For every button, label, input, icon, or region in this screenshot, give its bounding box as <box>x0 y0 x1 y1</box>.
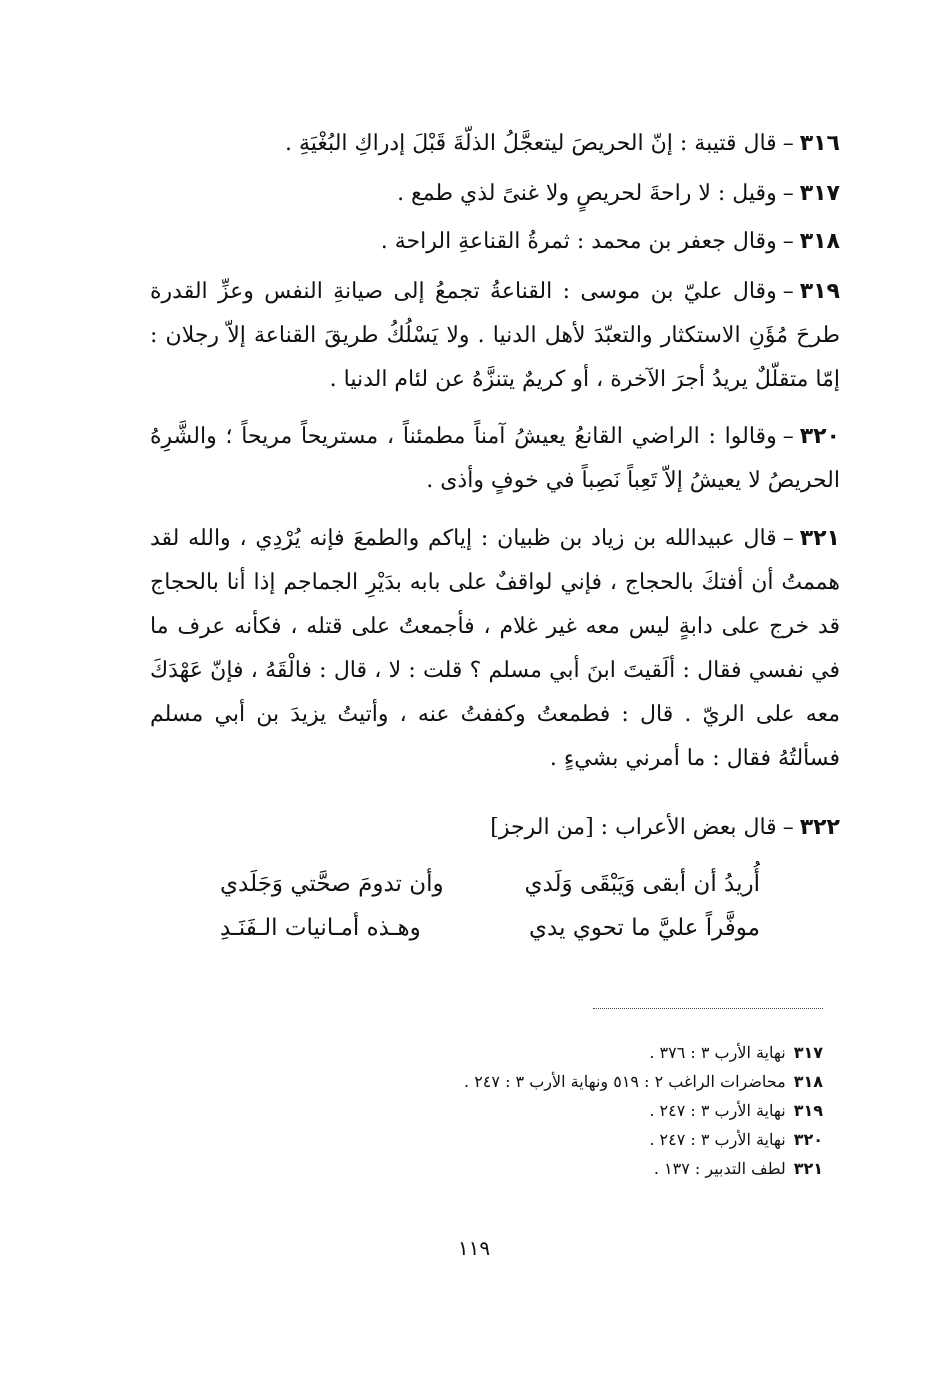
footnote-number: ٣٢١ <box>793 1159 823 1178</box>
footnote-number: ٣٢٠ <box>793 1130 823 1149</box>
entry-number: ٣٢١ <box>799 526 840 551</box>
poem-verse <box>220 906 760 950</box>
footnote-divider <box>593 1008 823 1009</box>
entry-number: ٣٢٢ <box>799 815 840 840</box>
footnote <box>263 1038 823 1067</box>
footnote-text: لطف التدبير : ١٣٧ . <box>653 1159 786 1178</box>
footnote <box>263 1125 823 1154</box>
footnote-text: محاضرات الراغب ٢ : ٥١٩ ونهاية الأرب ٣ : ٢٤٧ . <box>464 1072 786 1091</box>
entry-text: وقال عليّ بن موسى : القناعةُ تجمعُ إلى صيانةِ النفس وعزِّ القدرة طرحَ مُؤَنِ الاستكثار والتعبّدَ لأهل الدنيا . ولا يَسْلُكُ طريقَ القناعة إلاّ رجلان : إمّا متقلّلٌ يريدُ أجرَ الآخرة ، أو كريمٌ يتنزَّهُ عن لئام الدنيا . <box>150 279 840 392</box>
entry-number: ٣١٩ <box>799 279 840 304</box>
entry-text: قال بعض الأعراب : [من الرجز] <box>490 815 777 840</box>
entry-number: ٣١٧ <box>799 181 840 206</box>
footnote <box>263 1096 823 1125</box>
entry-number: ٣٢٠ <box>799 424 840 449</box>
footnote <box>263 1154 823 1183</box>
poem-hemistich: وهـذه أمـانيات الـفَنَـدِ <box>220 915 421 941</box>
footnote <box>263 1067 823 1096</box>
footnote-text: نهاية الأرب ٣ : ٣٧٦ . <box>649 1043 786 1062</box>
entry-text: وقيل : لا راحةَ لحريصٍ ولا غنىً لذي طمع . <box>397 181 777 206</box>
entry-317: ٣١٧–وقيل : لا راحةَ لحريصٍ ولا غنىً لذي طمع . <box>397 181 840 206</box>
footnote-number: ٣١٧ <box>793 1043 823 1062</box>
poem-hemistich: وأن تدومَ صحَّتي وَجَلَدي <box>220 871 444 897</box>
footnote-text: نهاية الأرب ٣ : ٢٤٧ . <box>649 1130 786 1149</box>
footnote-text: نهاية الأرب ٣ : ٢٤٧ . <box>649 1101 786 1120</box>
entry-321: ٣٢١–قال عبيدالله بن زياد بن ظبيان : إياكم والطمعَ فإنه يُرْدِي ، والله لقد هممتُ أن أفتكَ بالحجاج ، فإني لواقفٌ على بابه بدَيْرِ الجماجم إذا أنا بالحجاج قد خرج على دابةٍ ليس معه غير غلام ، فأجمعتُ على قتله ، فكأنه عرف ما في نفسي فقال : ألَقيتَ ابنَ أبي مسلم ؟ قلت : لا ، قال : فالْقَهُ ، فإنّ عَهْدَكَ معه على الريّ . قال : فطمعتُ وكففتُ عنه ، وأتيتُ يزيدَ بن أبي مسلم فسألتُهُ فقال : ما أمرني بشيءٍ . <box>150 526 840 771</box>
entry-text: قال قتيبة : إنّ الحريصَ ليتعجَّلُ الذلّةَ قَبْلَ إدراكِ البُغْيَةِ . <box>285 131 777 156</box>
entry-text: وقال جعفر بن محمد : ثمرةُ القناعةِ الراحة . <box>380 229 777 254</box>
entry-319: ٣١٩–وقال عليّ بن موسى : القناعةُ تجمعُ إلى صيانةِ النفس وعزِّ القدرة طرحَ مُؤَنِ الاستكثار والتعبّدَ لأهل الدنيا . ولا يَسْلُكُ طريقَ القناعة إلاّ رجلان : إمّا متقلّلٌ يريدُ أجرَ الآخرة ، أو كريمٌ يتنزَّهُ عن لئام الدنيا . <box>150 279 840 392</box>
entry-text: وقالوا : الراضي القانعُ يعيشُ آمناً مطمئناً ، مستريحاً مريحاً ؛ والشَّرِهُ الحريصُ لا يعيشُ إلاّ تَعِباً نَصِباً في خوفٍ وأذى . <box>150 424 840 493</box>
entry-316: ٣١٦–قال قتيبة : إنّ الحريصَ ليتعجَّلُ الذلّةَ قَبْلَ إدراكِ البُغْيَةِ . <box>285 131 840 156</box>
entry-number: ٣١٦ <box>799 131 840 156</box>
footnote-number: ٣١٨ <box>793 1072 823 1091</box>
entry-number: ٣١٨ <box>799 229 840 254</box>
entry-text: قال عبيدالله بن زياد بن ظبيان : إياكم والطمعَ فإنه يُرْدِي ، والله لقد هممتُ أن أفتكَ بالحجاج ، فإني لواقفٌ على بابه بدَيْرِ الجماجم إذا أنا بالحجاج قد خرج على دابةٍ ليس معه غير غلام ، فأجمعتُ على قتله ، فكأنه عرف ما في نفسي فقال : ألَقيتَ ابنَ أبي مسلم ؟ قلت : لا ، قال : فالْقَهُ ، فإنّ عَهْدَكَ معه على الريّ . قال : فطمعتُ وكففتُ عنه ، وأتيتُ يزيدَ بن أبي مسلم فسألتُهُ فقال : ما أمرني بشيءٍ . <box>150 526 840 771</box>
footnotes <box>263 1038 823 1183</box>
page-number: ١١٩ <box>457 1236 491 1260</box>
poem <box>220 862 760 950</box>
poem-hemistich: موفَّراً عليَّ ما تحوي يدي <box>529 915 760 941</box>
entry-318: ٣١٨–وقال جعفر بن محمد : ثمرةُ القناعةِ الراحة . <box>380 229 840 254</box>
footnote-number: ٣١٩ <box>793 1101 823 1120</box>
entry-320: ٣٢٠–وقالوا : الراضي القانعُ يعيشُ آمناً مطمئناً ، مستريحاً مريحاً ؛ والشَّرِهُ الحريصُ لا يعيشُ إلاّ تَعِباً نَصِباً في خوفٍ وأذى . <box>150 424 840 493</box>
poem-verse <box>220 862 760 906</box>
poem-hemistich: أُريدُ أن أبقى وَيَبْقَى وَلَدي <box>524 871 760 897</box>
entry-322: ٣٢٢–قال بعض الأعراب : [من الرجز] <box>490 815 840 840</box>
